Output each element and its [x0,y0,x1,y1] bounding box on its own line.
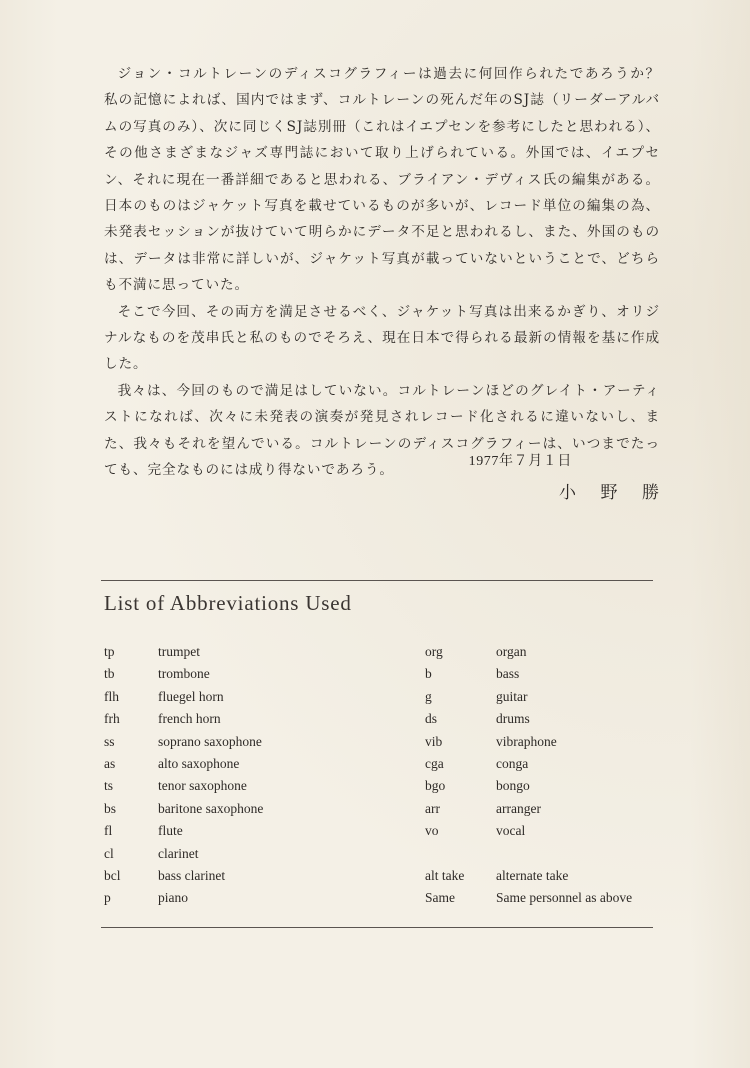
abbreviation-meaning: bongo [496,778,530,794]
abbreviation-meaning: alto saxophone [158,756,240,771]
abbreviations-title: List of Abbreviations Used [104,591,352,615]
essay-text [104,61,675,484]
abbreviation-meaning: piano [158,890,188,906]
abbreviation-code: p [104,890,111,906]
divider-top [101,580,653,581]
essay-paragraph: ジョン・コルトレーンのディスコグラフィーは過去に何回作られたであろうか？ 私の記憶によれば、国内ではまず、コルトレーンの死んだ年のSJ誌（リーダーアルバムの写真のみ）、次に同じくSJ誌別冊（これはイエプセンを参考にしたと思われる）、その他さまざまなジャズ専門誌において取り上げられている。外国では、イエプセン、それに現在一番詳細であると思われる、ブライアン・デヴィス氏の編集がある。日本のものはジャケット写真を載せているものが多いが、レコード単位の編集の為、未発表セッションが抜けていて明らかにデータ不足と思われるし、また、外国のものは、データは非常に詳しいが、ジャケット写真が載っていないということで、どちらも不満に思っていた。 [104,66,675,294]
abbreviation-meaning: bass clarinet [158,868,226,883]
abbreviation-code: bs [104,800,117,816]
abbreviation-meaning: vibraphone [496,733,557,749]
essay-paragraph: 我々は、今回のもので満足はしていない。コルトレーンほどのグレイト・アーティストになれば、次々に未発表の演奏が発見されレコード化されるに違いないし、また、我々もそれを望んでいる。コルトレーンのディスコグラフィーは、いつまでたっても、完全なものには成り得ないであろう。 [104,382,660,479]
abbreviation-code: vo [425,823,439,839]
abbreviation-code: b [425,666,432,682]
abbreviation-code: cl [104,845,114,861]
abbreviation-meaning: Same personnel as above [496,890,633,906]
essay-date: 1977年７月１日 [468,454,572,469]
divider-bottom [101,927,653,928]
abbreviation-meaning: baritone saxophone [158,800,264,816]
abbreviation-meaning: bass [496,666,520,682]
abbreviation-meaning: organ [496,644,527,659]
abbreviation-code: bcl [104,868,121,883]
abbreviation-code: vib [425,733,443,749]
abbreviations-left-column [104,642,404,912]
abbreviation-meaning: alternate take [496,868,569,883]
abbreviation-meaning: flute [158,823,183,839]
abbreviation-meaning: drums [496,711,530,727]
abbreviation-meaning: trombone [158,666,210,682]
abbreviation-code: org [425,644,443,659]
abbreviation-meaning: trumpet [158,644,200,659]
author-char: 野 [600,483,618,503]
abbreviation-code: Same [425,890,455,906]
abbreviation-code: ss [104,733,115,749]
abbreviations-right-column [425,642,665,912]
abbreviation-code: alt take [425,868,465,883]
abbreviation-code: ts [104,778,114,794]
abbreviation-meaning: vocal [496,823,526,839]
abbreviation-code: g [425,688,432,704]
abbreviation-meaning: soprano saxophone [158,733,262,749]
abbreviation-code: flh [104,688,119,704]
author-signature [559,478,659,503]
abbreviation-meaning: conga [496,756,529,771]
abbreviation-meaning: arranger [496,800,541,816]
abbreviation-meaning: guitar [496,688,528,704]
essay-paragraph: そこで今回、その両方を満足させるべく、ジャケット写真は出来るかぎり、オリジナルなものを茂串氏と私のものでそろえ、現在日本で得られる最新の情報を基に作成した。 [104,303,660,373]
author-char: 勝 [642,483,659,503]
abbreviation-code: arr [425,800,440,816]
abbreviation-meaning: clarinet [158,845,199,861]
abbreviation-code: bgo [425,778,446,794]
abbreviation-code: as [104,756,116,771]
abbreviation-code: frh [104,711,120,727]
abbreviation-code: ds [425,711,438,727]
abbreviation-code: cga [425,756,444,771]
abbreviation-code: tb [104,666,115,682]
author-char: 小 [559,483,576,503]
abbreviation-code: fl [104,823,113,839]
abbreviation-meaning: french horn [158,711,221,727]
abbreviation-code: tp [104,644,115,659]
abbreviation-meaning: tenor saxophone [158,778,247,794]
abbreviations-table [104,642,664,912]
abbreviation-meaning: fluegel horn [158,688,224,704]
